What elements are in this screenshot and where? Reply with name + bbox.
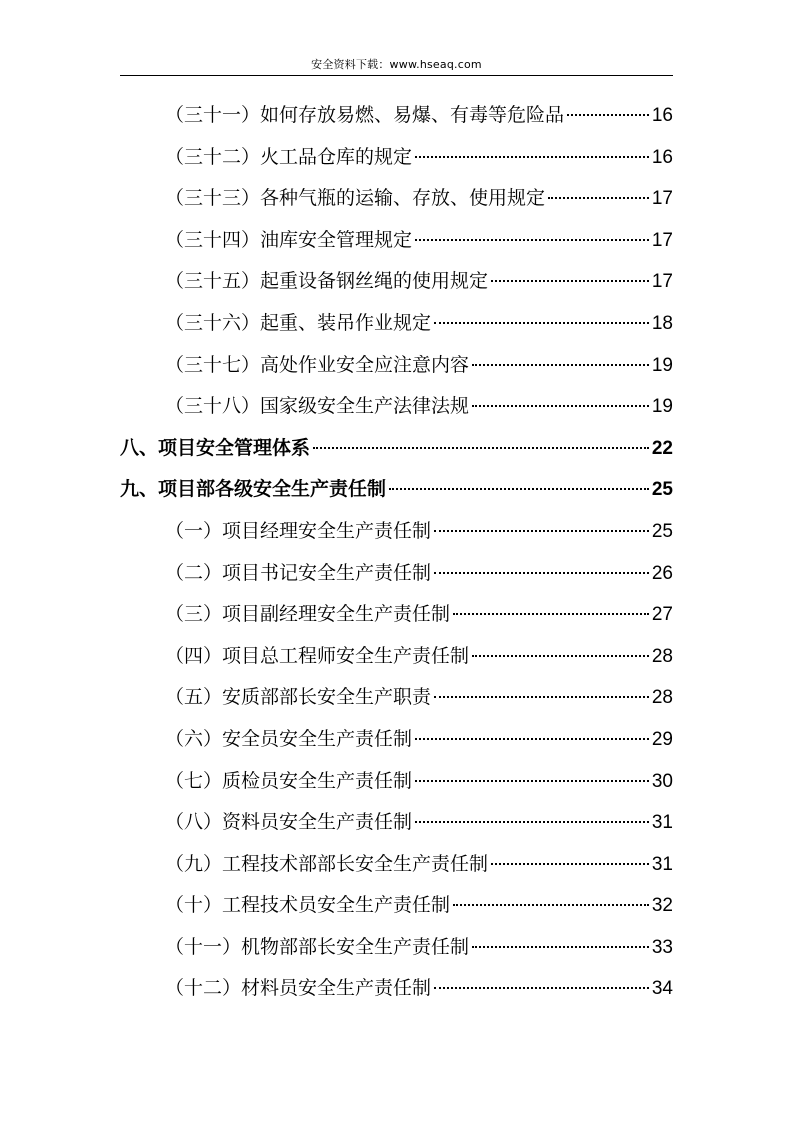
toc-entry-title: （十二）材料员安全生产责任制 (165, 977, 432, 1000)
toc-dot-leader (434, 986, 649, 989)
toc-entry-title: （三十五）起重设备钢丝绳的使用规定 (165, 270, 489, 293)
toc-dot-leader (434, 571, 649, 574)
toc-entry-page-number: 16 (651, 146, 673, 168)
toc-dot-leader (453, 903, 649, 906)
toc-dot-leader (567, 113, 649, 116)
toc-entry-title: （三十七）高处作业安全应注意内容 (165, 353, 470, 376)
toc-entry-page-number: 17 (651, 271, 673, 293)
toc-dot-leader (472, 363, 649, 366)
toc-entry[interactable] (120, 968, 673, 1010)
toc-entry-title: （六）安全员安全生产责任制 (165, 727, 413, 750)
toc-entry-title: （三十三）各种气瓶的运输、存放、使用规定 (165, 187, 546, 210)
toc-entry-page-number: 19 (651, 396, 673, 418)
toc-entry[interactable] (120, 303, 673, 345)
toc-entry-page-number: 26 (651, 562, 673, 584)
toc-entry[interactable] (120, 178, 673, 220)
toc-entry-page-number: 17 (651, 188, 673, 210)
toc-entry-title: （三十六）起重、装吊作业规定 (165, 311, 432, 334)
toc-dot-leader (415, 238, 649, 241)
toc-entry[interactable] (120, 802, 673, 844)
toc-entry[interactable] (120, 469, 673, 511)
toc-entry-title: 八、项目安全管理体系 (120, 436, 311, 459)
toc-entry-title: （十一）机物部部长安全生产责任制 (165, 935, 470, 958)
toc-entry-title: （三十八）国家级安全生产法律法规 (165, 395, 470, 418)
toc-dot-leader (434, 695, 649, 698)
toc-entry-title: （十）工程技术员安全生产责任制 (165, 894, 451, 917)
toc-dot-leader (491, 862, 649, 865)
toc-entry-page-number: 33 (651, 936, 673, 958)
toc-entry[interactable] (120, 553, 673, 595)
toc-entry-title: （四）项目总工程师安全生产责任制 (165, 644, 470, 667)
toc-entry-page-number: 16 (651, 105, 673, 126)
toc-entry[interactable] (120, 927, 673, 969)
toc-entry[interactable] (120, 719, 673, 761)
page-header: 安全资料下载：www.hseaq.com (311, 58, 482, 71)
toc-entry[interactable] (120, 677, 673, 719)
toc-dot-leader (415, 155, 649, 158)
toc-entry[interactable] (120, 844, 673, 886)
toc-dot-leader (472, 654, 649, 657)
toc-entry-page-number: 18 (651, 312, 673, 334)
header-divider (120, 75, 673, 76)
toc-entry-page-number: 22 (651, 437, 673, 459)
toc-entry-page-number: 25 (651, 479, 673, 501)
toc-entry[interactable] (120, 95, 673, 137)
toc-dot-leader (434, 529, 649, 532)
toc-entry-title: （三十二）火工品仓库的规定 (165, 145, 413, 168)
toc-entry-page-number: 30 (651, 770, 673, 792)
toc-entry-page-number: 29 (651, 728, 673, 750)
toc-entry[interactable] (120, 261, 673, 303)
toc-entry-page-number: 31 (651, 853, 673, 875)
toc-entry[interactable] (120, 636, 673, 678)
toc-entry-title: （八）资料员安全生产责任制 (165, 811, 413, 834)
toc-dot-leader (415, 779, 649, 782)
toc-entry-page-number: 28 (651, 645, 673, 667)
toc-entry-title: （三十四）油库安全管理规定 (165, 228, 413, 251)
toc-dot-leader (491, 279, 649, 282)
toc-entry[interactable] (120, 345, 673, 387)
toc-entry-page-number: 25 (651, 520, 673, 542)
toc-dot-leader (472, 945, 649, 948)
toc-entry-page-number: 17 (651, 229, 673, 251)
toc-entry-page-number: 28 (651, 687, 673, 709)
toc-entry[interactable] (120, 220, 673, 262)
toc-entry-title: （三十一）如何存放易燃、易爆、有毒等危险品 (165, 104, 565, 126)
toc-entry[interactable] (120, 511, 673, 553)
table-of-contents (120, 95, 673, 1010)
toc-dot-leader (434, 321, 649, 324)
toc-dot-leader (472, 404, 649, 407)
toc-entry[interactable] (120, 137, 673, 179)
toc-entry-page-number: 27 (651, 604, 673, 626)
toc-entry-page-number: 34 (651, 978, 673, 1000)
toc-dot-leader (313, 446, 649, 449)
toc-entry-title: （三）项目副经理安全生产责任制 (165, 603, 451, 626)
toc-dot-leader (415, 737, 649, 740)
toc-dot-leader (453, 612, 649, 615)
toc-entry[interactable] (120, 594, 673, 636)
toc-entry-title: （二）项目书记安全生产责任制 (165, 561, 432, 584)
toc-entry-title: （五）安质部部长安全生产职责 (165, 686, 432, 709)
toc-entry-title: （九）工程技术部部长安全生产责任制 (165, 852, 489, 875)
toc-entry-title: 九、项目部各级安全生产责任制 (120, 478, 387, 501)
toc-entry-page-number: 31 (651, 812, 673, 834)
toc-entry[interactable] (120, 386, 673, 428)
toc-dot-leader (415, 820, 649, 823)
toc-entry[interactable] (120, 885, 673, 927)
toc-entry[interactable] (120, 428, 673, 470)
toc-entry-title: （一）项目经理安全生产责任制 (165, 519, 432, 542)
toc-entry-page-number: 19 (651, 354, 673, 376)
toc-dot-leader (389, 487, 649, 490)
toc-dot-leader (548, 196, 649, 199)
toc-entry[interactable] (120, 761, 673, 803)
toc-entry-page-number: 32 (651, 895, 673, 917)
toc-entry-title: （七）质检员安全生产责任制 (165, 769, 413, 792)
